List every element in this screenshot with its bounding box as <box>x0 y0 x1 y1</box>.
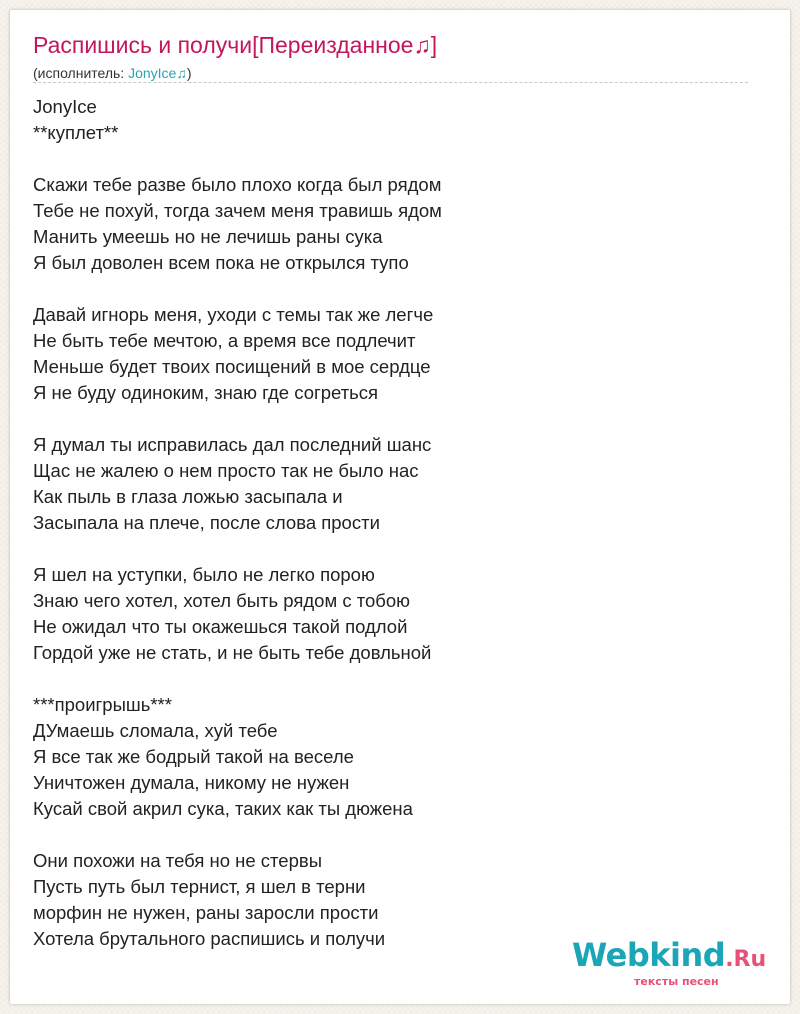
lyric-line: Я не буду одиноким, знаю где согреться <box>33 382 379 403</box>
lyric-line: Я думал ты исправилась дал последний шанс <box>33 434 432 455</box>
lyric-blank-line <box>33 536 753 562</box>
lyric-line: Гордой уже не стать, и не быть тебе довльной <box>33 642 432 663</box>
lyric-line: **куплет** <box>33 122 119 143</box>
lyric-line: Уничтожен думала, никому не нужен <box>33 772 350 793</box>
lyric-line: Я шел на уступки, было не легко порою <box>33 564 375 585</box>
byline-suffix: ) <box>186 65 192 81</box>
lyric-line: Не ожидал что ты окажешься такой подлой <box>33 616 408 637</box>
logo-wordmark <box>572 935 766 980</box>
lyric-line: JonyIce <box>33 96 97 117</box>
lyric-line: Скажи тебе разве было плохо когда был рядом <box>33 174 442 195</box>
lyric-line: Тебе не похуй, тогда зачем меня травишь ядом <box>33 200 442 221</box>
lyric-blank-line <box>33 666 753 692</box>
lyric-blank-line <box>33 406 753 432</box>
lyric-blank-line <box>33 146 753 172</box>
song-title: Распишись и получи[Переизданное♫] <box>33 32 438 58</box>
byline-prefix: (исполнитель: <box>33 65 129 81</box>
logo-tagline: тексты песен <box>634 975 719 988</box>
artist-byline <box>33 64 192 82</box>
logo-main-text: Webkind <box>572 936 726 974</box>
lyric-line: Меньше будет твоих посищений в мое сердце <box>33 356 431 377</box>
lyric-line: Знаю чего хотел, хотел быть рядом с тобою <box>33 590 411 611</box>
lyric-line: Я все так же бодрый такой на веселе <box>33 746 354 767</box>
lyric-line: Щас не жалею о нем просто так не было нас <box>33 460 419 481</box>
lyrics-text <box>33 94 753 952</box>
lyric-line: Я был доволен всем пока не открылся тупо <box>33 252 409 273</box>
logo-tld-text: .Ru <box>725 947 767 972</box>
lyric-line: Не быть тебе мечтою, а время все подлечит <box>33 330 416 351</box>
lyric-line: Как пыль в глаза ложью засыпала и <box>33 486 343 507</box>
lyric-line: Засыпала на плече, после слова прости <box>33 512 380 533</box>
lyric-blank-line <box>33 822 753 848</box>
dashed-divider <box>33 82 748 83</box>
lyric-line: Давай игнорь меня, уходи с темы так же легче <box>33 304 434 325</box>
lyric-line: ДУмаешь сломала, хуй тебе <box>33 720 278 741</box>
webkind-logo[interactable] <box>572 935 782 995</box>
lyric-line: морфин не нужен, раны заросли прости <box>33 902 379 923</box>
lyric-line: Хотела брутального распишись и получи <box>33 928 386 949</box>
artist-link[interactable]: JonyIce♫ <box>128 65 187 81</box>
lyric-line: Кусай свой акрил сука, таких как ты дюжена <box>33 798 413 819</box>
lyric-line: Пусть путь был тернист, я шел в терни <box>33 876 366 897</box>
lyric-blank-line <box>33 276 753 302</box>
lyric-line: ***проигрышь*** <box>33 694 172 715</box>
lyric-line: Манить умеешь но не лечишь раны сука <box>33 226 383 247</box>
lyric-line: Они похожи на тебя но не стервы <box>33 850 322 871</box>
